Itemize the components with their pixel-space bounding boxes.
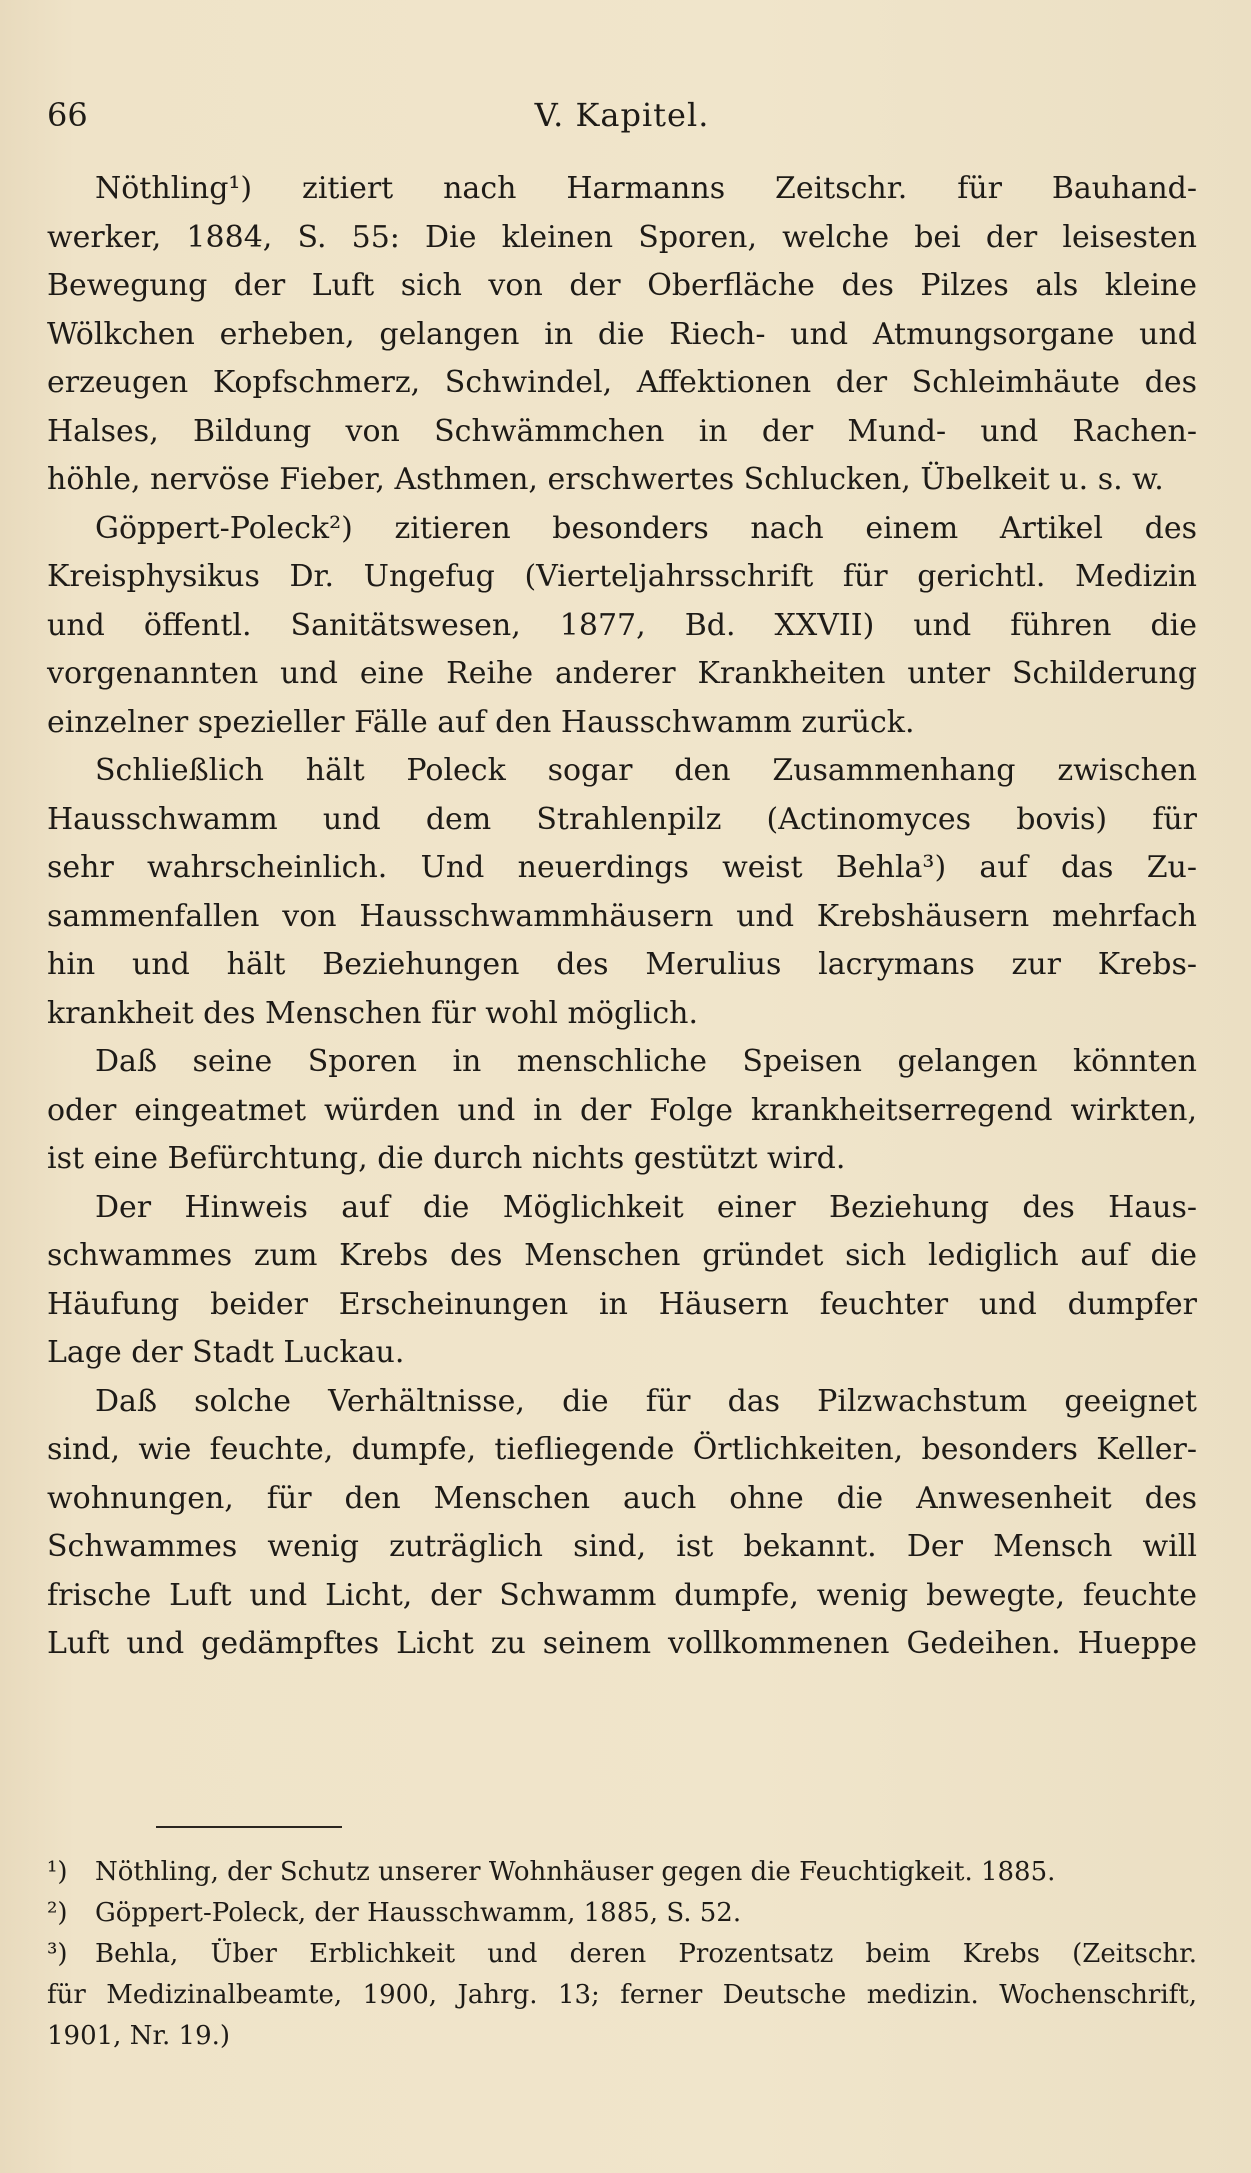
- text-line: sind, wie feuchte, dumpfe, tiefliegende Örtlichkeiten, besonders Keller-: [47, 1432, 1197, 1467]
- text-line: Göppert-Poleck²) zitieren besonders nach einem Artikel des: [95, 510, 1197, 546]
- footnote: [47, 1852, 1197, 1893]
- text-line: und öffentl. Sanitätswesen, 1877, Bd. XXVII) und führen die: [47, 607, 1197, 643]
- paragraph: [47, 1184, 1197, 1378]
- footnote-line: [47, 1893, 1197, 1934]
- text-line: Schwammes wenig zuträglich sind, ist bekannt. Der Mensch will: [47, 1529, 1197, 1564]
- footnotes: [47, 1852, 1197, 2057]
- text-line: sammenfallen von Hausschwammhäusern und Krebshäusern mehrfach: [47, 898, 1197, 934]
- text-line: erzeugen Kopfschmerz, Schwindel, Affektionen der Schleimhäute des: [47, 365, 1197, 400]
- text-line: Daß seine Sporen in menschliche Speisen gelangen könnten: [95, 1044, 1197, 1079]
- paragraph: [47, 747, 1197, 1038]
- text-line: ist eine Befürchtung, die durch nichts gestützt wird.: [47, 1141, 846, 1176]
- text-line: hin und hält Beziehungen des Merulius lacrymans zur Krebs-: [47, 947, 1197, 982]
- text-line: Wölkchen erheben, gelangen in die Riech- und Atmungsorgane und: [47, 316, 1197, 352]
- text-line: Kreisphysikus Dr. Ungefug (Vierteljahrsschrift für gerichtl. Medizin: [47, 559, 1197, 594]
- footnote-mark: ²): [47, 1898, 68, 1928]
- text-line: höhle, nervöse Fieber, Asthmen, erschwertes Schlucken, Übelkeit u. s. w.: [47, 462, 1164, 497]
- footnote: [47, 1893, 1197, 1934]
- page-number: 66: [47, 96, 88, 134]
- footnote-separator: [156, 1826, 342, 1828]
- body-text: [47, 165, 1197, 1669]
- footnote-line: [47, 1934, 1197, 1975]
- text-line: Halses, Bildung von Schwämmchen in der Mund- und Rachen-: [47, 413, 1197, 449]
- footnote: [47, 1934, 1197, 2057]
- paragraph: [47, 1038, 1197, 1184]
- footnote-line: 1901, Nr. 19.): [47, 2021, 231, 2051]
- text-line: wohnungen, für den Menschen auch ohne die Anwesenheit des: [47, 1480, 1197, 1516]
- footnote-mark: ¹): [47, 1857, 68, 1887]
- text-line: vorgenannten und eine Reihe anderer Krankheiten unter Schilderung: [47, 656, 1197, 691]
- paragraph: [47, 505, 1197, 748]
- text-line: Bewegung der Luft sich von der Oberfläche des Pilzes als kleine: [47, 268, 1197, 303]
- text-line: krankheit des Menschen für wohl möglich.: [47, 995, 699, 1031]
- text-line: einzelner spezieller Fälle auf den Hausschwamm zurück.: [47, 704, 915, 740]
- text-line: sehr wahrscheinlich. Und neuerdings weist Behla³) auf das Zu-: [47, 850, 1197, 885]
- text-line: oder eingeatmet würden und in der Folge krankheitserregend wirkten,: [47, 1092, 1197, 1128]
- page-header: [47, 96, 1197, 136]
- text-line: Lage der Stadt Luckau.: [47, 1335, 405, 1370]
- text-line: Luft und gedämpftes Licht zu seinem vollkommenen Gedeihen. Hueppe: [47, 1626, 1197, 1661]
- running-head: V. Kapitel.: [534, 96, 710, 134]
- footnote-text: Göppert-Poleck, der Hausschwamm, 1885, S. 52.: [95, 1898, 742, 1928]
- paragraph: [47, 1378, 1197, 1669]
- text-line: Hausschwamm und dem Strahlenpilz (Actinomyces bovis) für: [47, 801, 1197, 837]
- text-line: Nöthling¹) zitiert nach Harmanns Zeitschr. für Bauhand-: [95, 171, 1197, 206]
- text-line: werker, 1884, S. 55: Die kleinen Sporen, welche bei der leisesten: [47, 219, 1197, 255]
- footnote-line: für Medizinalbeamte, 1900, Jahrg. 13; ferner Deutsche medizin. Wochenschrift,: [47, 1980, 1197, 2010]
- text-line: Daß solche Verhältnisse, die für das Pilzwachstum geeignet: [95, 1383, 1197, 1419]
- text-line: Schließlich hält Poleck sogar den Zusammenhang zwischen: [95, 753, 1197, 788]
- text-line: Häufung beider Erscheinungen in Häusern feuchter und dumpfer: [47, 1286, 1197, 1322]
- footnote-line: [47, 1852, 1197, 1893]
- text-line: frische Luft und Licht, der Schwamm dumpfe, wenig bewegte, feuchte: [47, 1577, 1197, 1613]
- text-line: Der Hinweis auf die Möglichkeit einer Beziehung des Haus-: [95, 1189, 1197, 1225]
- footnote-text: Behla, Über Erblichkeit und deren Prozentsatz beim Krebs (Zeitschr.: [95, 1939, 1197, 1969]
- footnote-text: Nöthling, der Schutz unserer Wohnhäuser gegen die Feuchtigkeit. 1885.: [95, 1857, 1056, 1887]
- paragraph: [47, 165, 1197, 505]
- footnote-mark: ³): [47, 1939, 68, 1969]
- text-line: schwammes zum Krebs des Menschen gründet sich lediglich auf die: [47, 1238, 1197, 1273]
